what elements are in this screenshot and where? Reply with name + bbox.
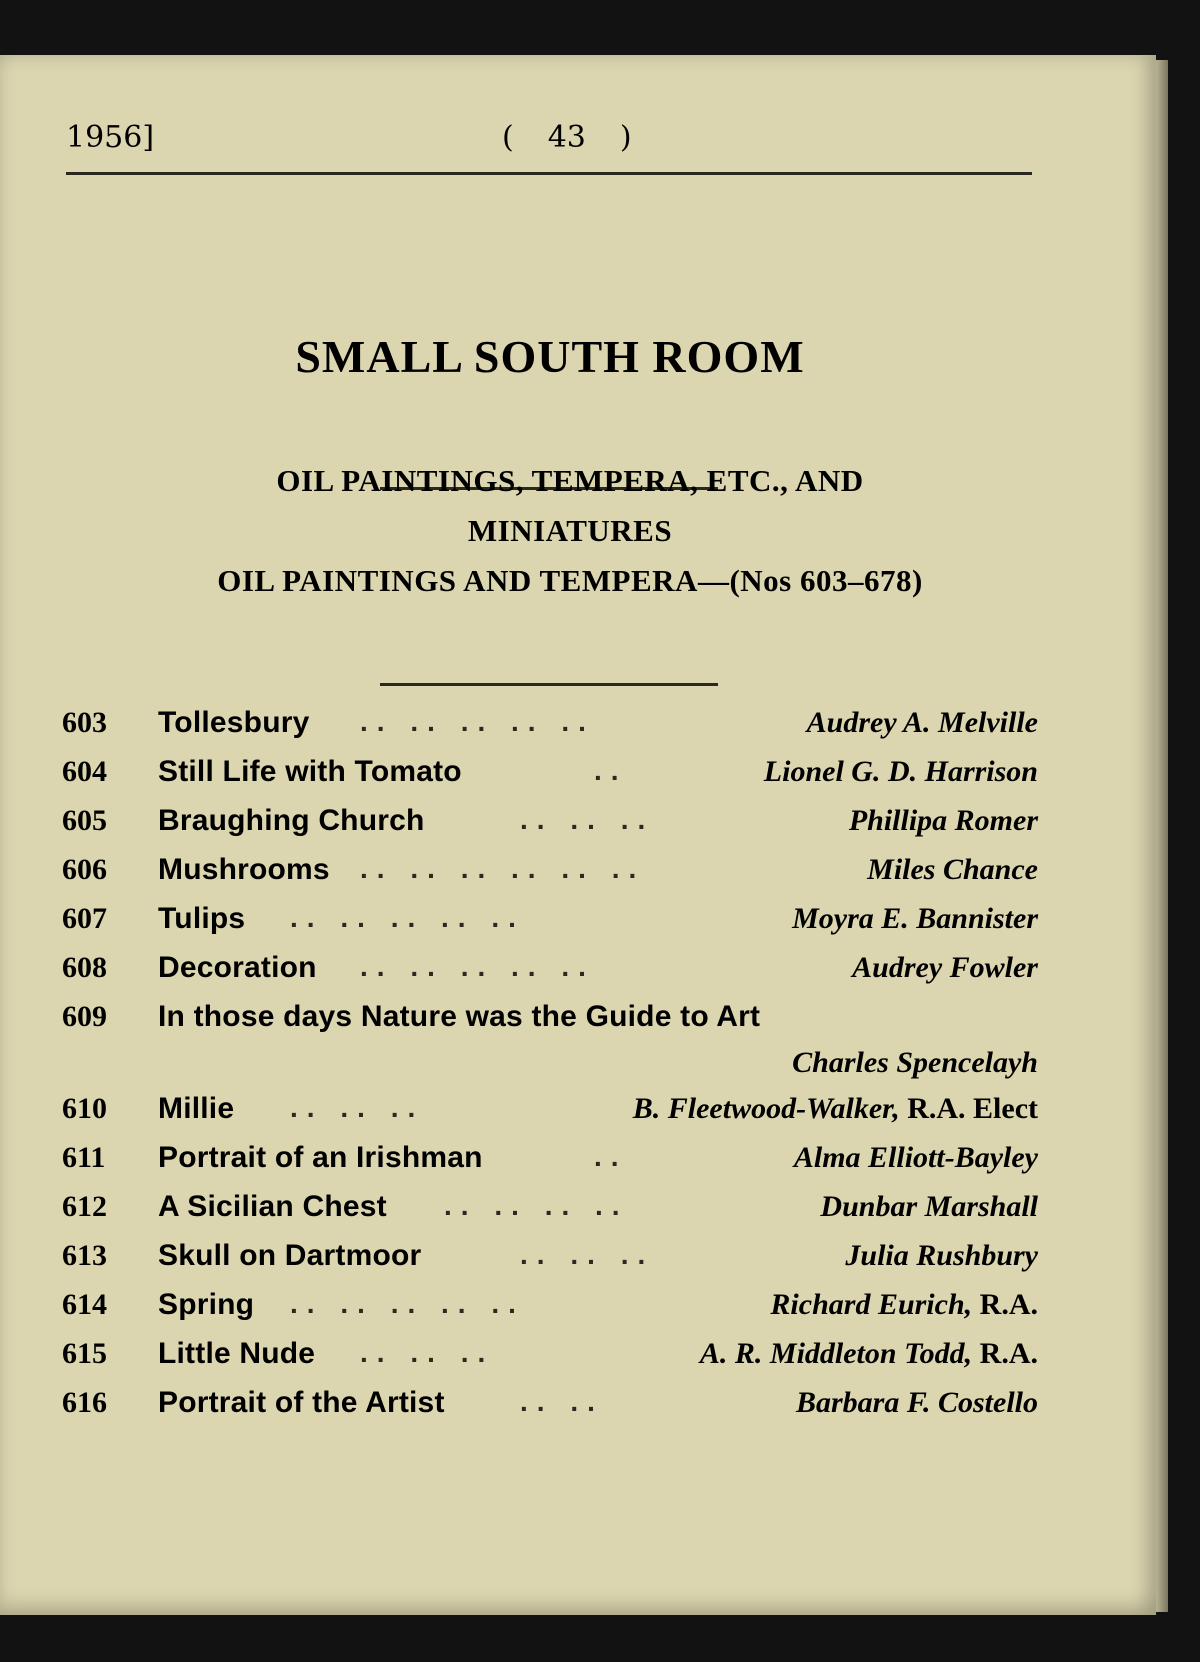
entry-artist: Moyra E. Bannister bbox=[792, 902, 1038, 935]
entry-number: 616 bbox=[62, 1386, 107, 1419]
entry-artist: Richard Eurich, R.A. bbox=[770, 1288, 1038, 1321]
entry-title: Skull on Dartmoor bbox=[158, 1239, 422, 1272]
leader-dots: .. bbox=[594, 1141, 628, 1172]
catalogue-entry bbox=[0, 1190, 1156, 1238]
entry-artist: Audrey Fowler bbox=[852, 951, 1038, 984]
entry-title: A Sicilian Chest bbox=[158, 1190, 387, 1223]
entry-artist: Charles Spencelayh bbox=[792, 1046, 1038, 1079]
entry-number: 605 bbox=[62, 804, 107, 837]
header-rule bbox=[66, 172, 1032, 175]
entry-title: Still Life with Tomato bbox=[158, 755, 462, 788]
leader-dots: .. .. .. .. .. bbox=[360, 951, 595, 982]
page-number: ( 43 ) bbox=[502, 120, 632, 155]
entry-title: Little Nude bbox=[158, 1337, 316, 1370]
leader-dots: .. bbox=[594, 755, 628, 786]
entry-number: 607 bbox=[62, 902, 107, 935]
leader-dots: .. .. .. bbox=[360, 1337, 495, 1368]
subtitle-rule bbox=[380, 683, 718, 686]
leader-dots: .. .. bbox=[520, 1386, 604, 1417]
catalogue-entry bbox=[0, 706, 1156, 754]
leader-dots: .. .. .. bbox=[520, 804, 655, 835]
entry-title: In those days Nature was the Guide to Art bbox=[158, 1000, 761, 1033]
leader-dots: .. .. .. .. .. bbox=[290, 902, 525, 933]
subtitle-line-2: MINIATURES bbox=[467, 513, 673, 548]
catalogue-entry bbox=[0, 1092, 1156, 1140]
running-head-year: 1956] bbox=[66, 120, 155, 155]
entry-artist: Phillipa Romer bbox=[848, 804, 1038, 837]
subtitle-line-1: OIL PAINTINGS, TEMPERA, ETC., AND bbox=[276, 463, 864, 498]
entry-title: Portrait of the Artist bbox=[158, 1386, 445, 1419]
catalogue-entry bbox=[0, 1337, 1156, 1385]
entry-number: 614 bbox=[62, 1288, 107, 1321]
section-subtitle bbox=[110, 456, 1030, 606]
entry-artist: B. Fleetwood-Walker, R.A. Elect bbox=[632, 1092, 1038, 1125]
entry-number: 603 bbox=[62, 706, 107, 739]
entry-number: 615 bbox=[62, 1337, 107, 1370]
entry-number: 613 bbox=[62, 1239, 107, 1272]
room-title: SMALL SOUTH ROOM bbox=[295, 331, 805, 382]
entry-title: Tollesbury bbox=[158, 706, 310, 739]
entry-number: 611 bbox=[62, 1141, 106, 1174]
subtitle-line-3: OIL PAINTINGS AND TEMPERA—(Nos 603–678) bbox=[217, 563, 923, 598]
entry-number: 608 bbox=[62, 951, 107, 984]
entry-title: Mushrooms bbox=[158, 853, 330, 886]
entry-title: Millie bbox=[158, 1092, 235, 1125]
entry-artist: Dunbar Marshall bbox=[820, 1190, 1038, 1223]
running-head bbox=[66, 120, 1032, 160]
page-edge bbox=[1156, 60, 1168, 1612]
catalogue-entry bbox=[0, 902, 1156, 950]
catalogue-entry bbox=[0, 1239, 1156, 1287]
entry-artist: Audrey A. Melville bbox=[806, 706, 1038, 739]
catalogue-entry bbox=[0, 1288, 1156, 1336]
catalogue-entry bbox=[0, 1386, 1156, 1434]
entry-title: Tulips bbox=[158, 902, 246, 935]
leader-dots: .. .. .. bbox=[290, 1092, 425, 1123]
entry-number: 604 bbox=[62, 755, 107, 788]
leader-dots: .. .. .. bbox=[520, 1239, 655, 1270]
catalogue-entry bbox=[0, 853, 1156, 901]
entry-number: 606 bbox=[62, 853, 107, 886]
leader-dots: .. .. .. .. .. bbox=[290, 1288, 525, 1319]
entry-artist: Miles Chance bbox=[867, 853, 1038, 886]
catalogue-entry bbox=[0, 755, 1156, 803]
entry-title: Decoration bbox=[158, 951, 317, 984]
entry-number: 609 bbox=[62, 1000, 107, 1033]
entry-title: Spring bbox=[158, 1288, 255, 1321]
entry-number: 612 bbox=[62, 1190, 107, 1223]
leader-dots: .. .. .. .. bbox=[444, 1190, 629, 1221]
entry-artist: Julia Rushbury bbox=[845, 1239, 1038, 1272]
catalogue-entry bbox=[0, 1141, 1156, 1189]
entry-artist: A. R. Middleton Todd, R.A. bbox=[699, 1337, 1038, 1370]
leader-dots: .. .. .. .. .. .. bbox=[360, 853, 646, 884]
leader-dots: .. .. .. .. .. bbox=[360, 706, 595, 737]
catalogue-entry bbox=[0, 951, 1156, 999]
entry-title: Braughing Church bbox=[158, 804, 425, 837]
catalogue-entry bbox=[0, 804, 1156, 852]
entry-artist: Lionel G. D. Harrison bbox=[763, 755, 1038, 788]
entry-artist: Alma Elliott-Bayley bbox=[793, 1141, 1038, 1174]
catalogue-entry bbox=[0, 1000, 1156, 1096]
entry-number: 610 bbox=[62, 1092, 107, 1125]
entry-title: Portrait of an Irishman bbox=[158, 1141, 483, 1174]
entry-artist: Barbara F. Costello bbox=[795, 1386, 1038, 1419]
